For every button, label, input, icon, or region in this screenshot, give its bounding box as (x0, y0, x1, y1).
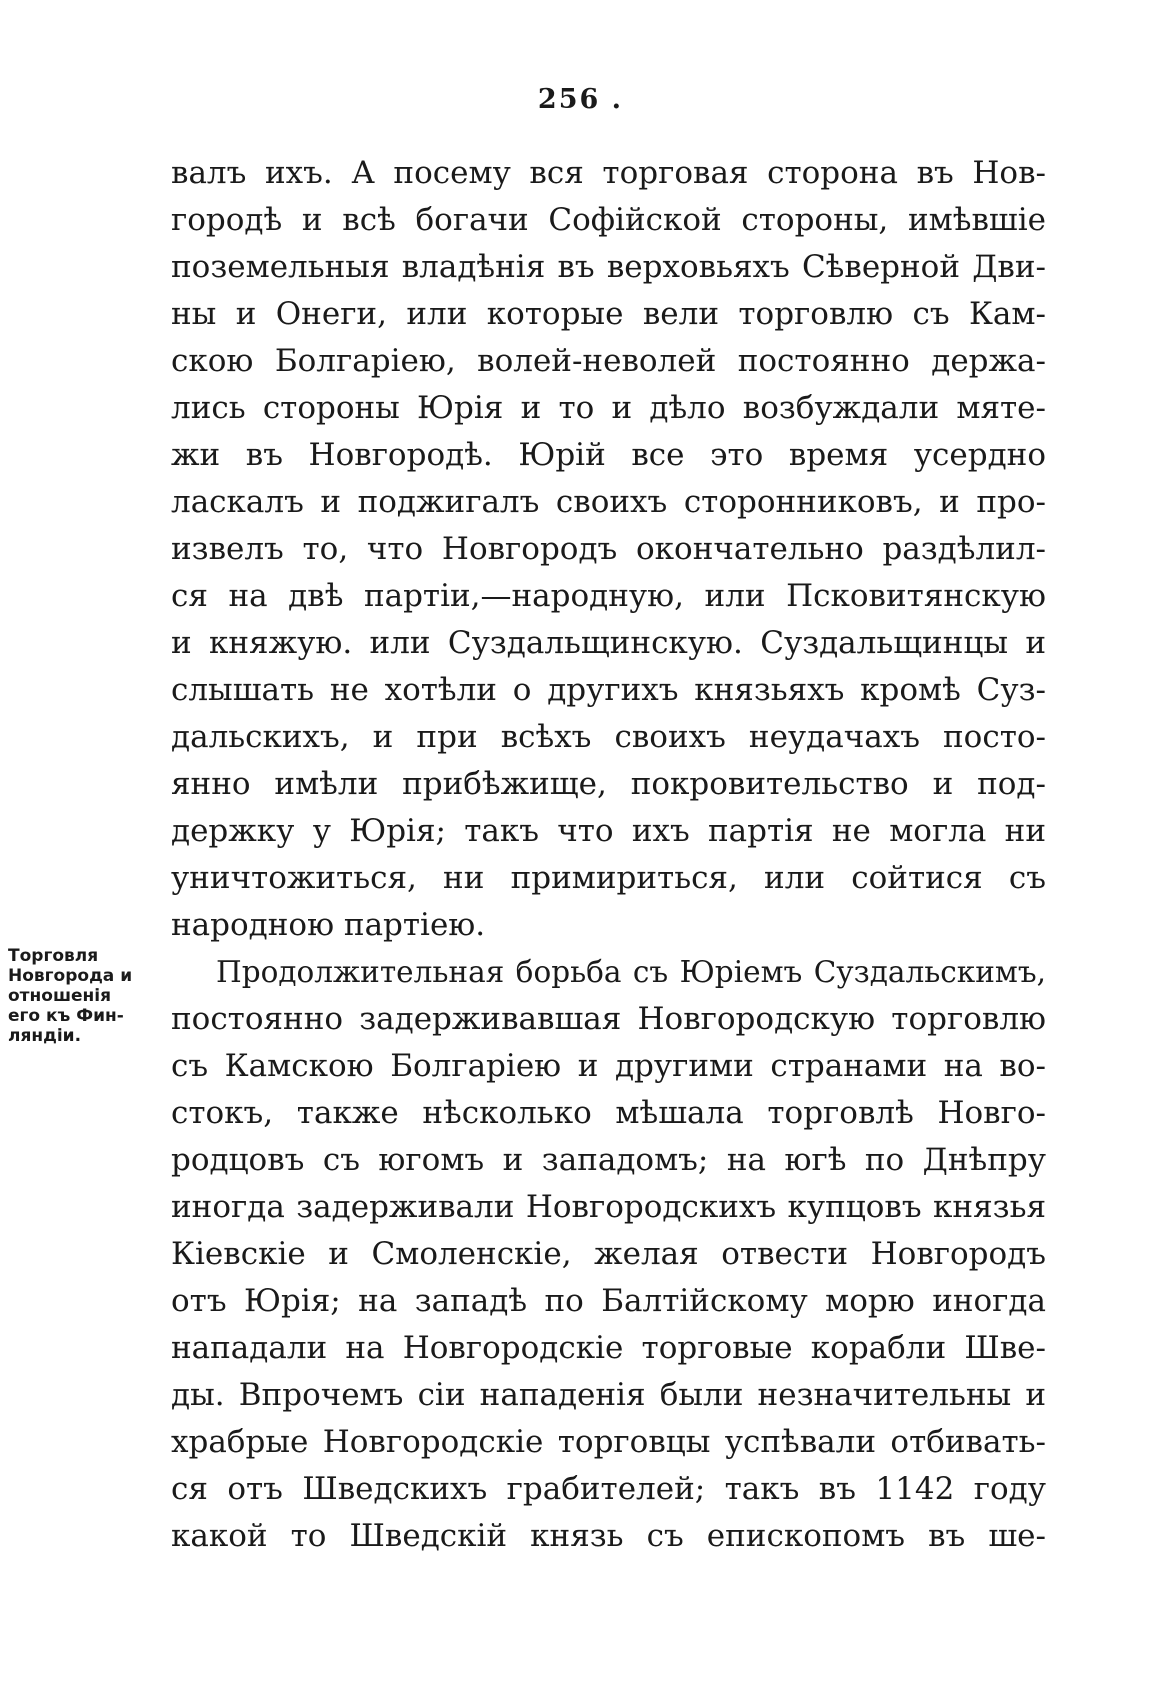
text-line: городѣ и всѣ богачи Софійской стороны, имѣвшіе (171, 202, 1046, 238)
text-line: иногда задерживали Новгородскихъ купцовъ князья (171, 1189, 1046, 1225)
margin-note (8, 946, 166, 1046)
text-line: извелъ то, что Новгородъ окончательно раздѣлил- (171, 531, 1046, 567)
text-line: отъ Юрія; на западѣ по Балтійскому морю иногда (171, 1283, 1046, 1319)
text-line: валъ ихъ. А посему вся торговая сторона въ Нов- (171, 155, 1046, 191)
text-line: дальскихъ, и при всѣхъ своихъ неудачахъ посто- (171, 719, 1046, 755)
text-line: уничтожиться, ни примириться, или сойтися съ (171, 860, 1046, 896)
text-line: и княжую. или Суздальщинскую. Суздальщинцы и (171, 625, 1046, 661)
text-line: ды. Впрочемъ сіи нападенія были незначительны и (171, 1377, 1046, 1413)
text-line: янно имѣли прибѣжище, покровительство и под- (171, 766, 1046, 802)
text-line: ся отъ Шведскихъ грабителей; такъ въ 1142 году (171, 1471, 1046, 1507)
text-line: ся на двѣ партіи,—народную, или Псковитянскую (171, 578, 1046, 614)
text-line: народною партіею. (171, 907, 486, 943)
text-line: скою Болгаріею, волей-неволей постоянно держа- (171, 343, 1046, 379)
text-line: нападали на Новгородскіе торговые корабли Шве- (171, 1330, 1046, 1366)
text-line: лись стороны Юрія и то и дѣло возбуждали мяте- (171, 390, 1046, 426)
page-number: 256 . (537, 84, 624, 115)
text-line: Продолжительная борьба съ Юріемъ Суздальскимъ, (216, 955, 1046, 989)
text-line: съ Камскою Болгаріею и другими странами на во- (171, 1048, 1046, 1084)
margin-note-line: ляндіи. (8, 1026, 82, 1046)
text-line: держку у Юрія; такъ что ихъ партія не могла ни (171, 813, 1046, 849)
margin-note-line: Торговля (8, 946, 99, 966)
text-line: стокъ, также нѣсколько мѣшала торговлѣ Новго- (171, 1095, 1046, 1131)
text-line: храбрые Новгородскіе торговцы успѣвали отбивать- (171, 1424, 1046, 1460)
text-line: родцовъ съ югомъ и западомъ; на югѣ по Днѣпру (171, 1142, 1046, 1178)
margin-note-line: отношенія (8, 986, 112, 1006)
text-line: поземельныя владѣнія въ верховьяхъ Сѣверной Дви- (171, 249, 1046, 285)
margin-note-line: его къ Фин- (8, 1006, 124, 1026)
text-line: ласкалъ и поджигалъ своихъ сторонниковъ, и про- (171, 484, 1046, 520)
text-line: Кіевскіе и Смоленскіе, желая отвести Новгородъ (171, 1236, 1046, 1272)
text-line: какой то Шведскій князь съ епископомъ въ ше- (171, 1518, 1046, 1554)
text-line: ны и Онеги, или которые вели торговлю съ Кам- (171, 296, 1046, 332)
margin-note-line: Новгорода и (8, 966, 133, 986)
text-line: жи въ Новгородѣ. Юрій все это время усердно (171, 437, 1046, 473)
text-line: слышать не хотѣли о другихъ князьяхъ кромѣ Суз- (171, 672, 1046, 708)
text-line: постоянно задерживавшая Новгородскую торговлю (171, 1001, 1046, 1037)
